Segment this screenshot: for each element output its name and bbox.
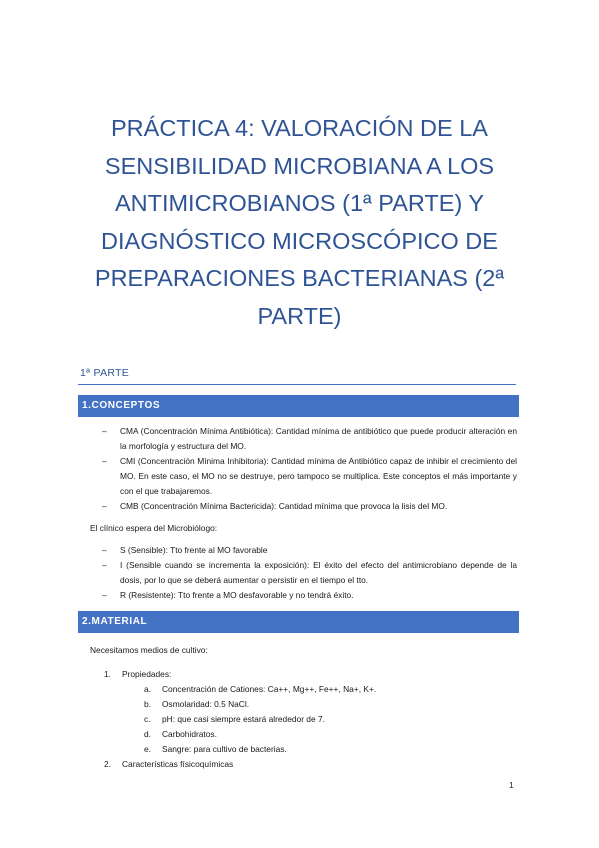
- list-item: – CMA (Concentración Mínima Antibiótica): Cantidad mínima de antibiótico que puede producir alteración en la morfología y estructura del MO.: [102, 426, 517, 451]
- material-intro: Necesitamos medios de cultivo:: [90, 645, 208, 655]
- list-item: 2. Características físicoquímicas: [104, 759, 234, 769]
- list-item: – R (Resistente): Tto frente a MO desfavorable y no tendrá éxito.: [102, 588, 517, 603]
- list-item: b. Osmolaridad: 0.5 NaCl.: [144, 699, 250, 709]
- properties-sublist: [122, 682, 376, 757]
- dash-bullet-icon: –: [102, 426, 107, 436]
- section-heading-conceptos: 1.CONCEPTOS: [78, 395, 519, 417]
- list-item: – S (Sensible): Tto frente al MO favorable: [102, 543, 517, 558]
- list-item: c. pH: que casi siempre estará alrededor de 7.: [144, 714, 325, 724]
- concepts-list: [102, 424, 517, 514]
- part-divider: [78, 384, 516, 385]
- list-item: – CMB (Concentración Mínima Bactericida): Cantidad mínima que provoca la lisis del MO.: [102, 499, 517, 514]
- dash-bullet-icon: –: [102, 456, 107, 466]
- list-item: a. Concentración de Cationes: Ca++, Mg++, Fe++, Na+, K+.: [144, 684, 377, 694]
- section-heading-material: 2.MATERIAL: [78, 611, 519, 633]
- document-title: PRÁCTICA 4: VALORACIÓN DE LA SENSIBILIDAD MICROBIANA A LOS ANTIMICROBIANOS (1ª PARTE) Y DIAGNÓSTICO MICROSCÓPICO DE PREPARACIONES BACTERIANAS (2ª PARTE): [94, 115, 505, 329]
- dash-bullet-icon: –: [102, 545, 107, 555]
- list-item: d. Carbohidratos.: [144, 729, 217, 739]
- clinician-expectation-intro: El clínico espera del Microbiólogo:: [90, 523, 218, 533]
- sensitivity-list: [102, 543, 517, 603]
- dash-bullet-icon: –: [102, 560, 107, 570]
- material-list: [104, 667, 376, 772]
- part-label: 1ª PARTE: [80, 367, 130, 379]
- list-item: 1. Propiedades: a. Concentración de Cationes: Ca++, Mg++, Fe++, Na+, K+. b. Osmolaridad: 0.5 NaCl. c. pH: que casi siempre estará alrededor de 7. d. Carbohidratos. e. Sangre: para cultivo de bacterias.: [104, 667, 376, 757]
- list-item: – CMI (Concentración Mínima Inhibitoria): Cantidad mínima de Antibiótico capaz de inhibir el crecimiento del MO. En este caso, el MO no se destruye, pero tampoco se multiplica. Este conceptos el más importante y con el que trabajaremos.: [102, 456, 517, 496]
- list-item: – I (Sensible cuando se incrementa la exposición): El éxito del efecto del antimicrobiano depende de la dosis, por lo que se deberá aumentar o persistir en el tiempo el tto.: [102, 560, 517, 585]
- page-number: 1: [509, 780, 514, 790]
- list-item: e. Sangre: para cultivo de bacterias.: [144, 744, 287, 754]
- dash-bullet-icon: –: [102, 590, 107, 600]
- dash-bullet-icon: –: [102, 501, 107, 511]
